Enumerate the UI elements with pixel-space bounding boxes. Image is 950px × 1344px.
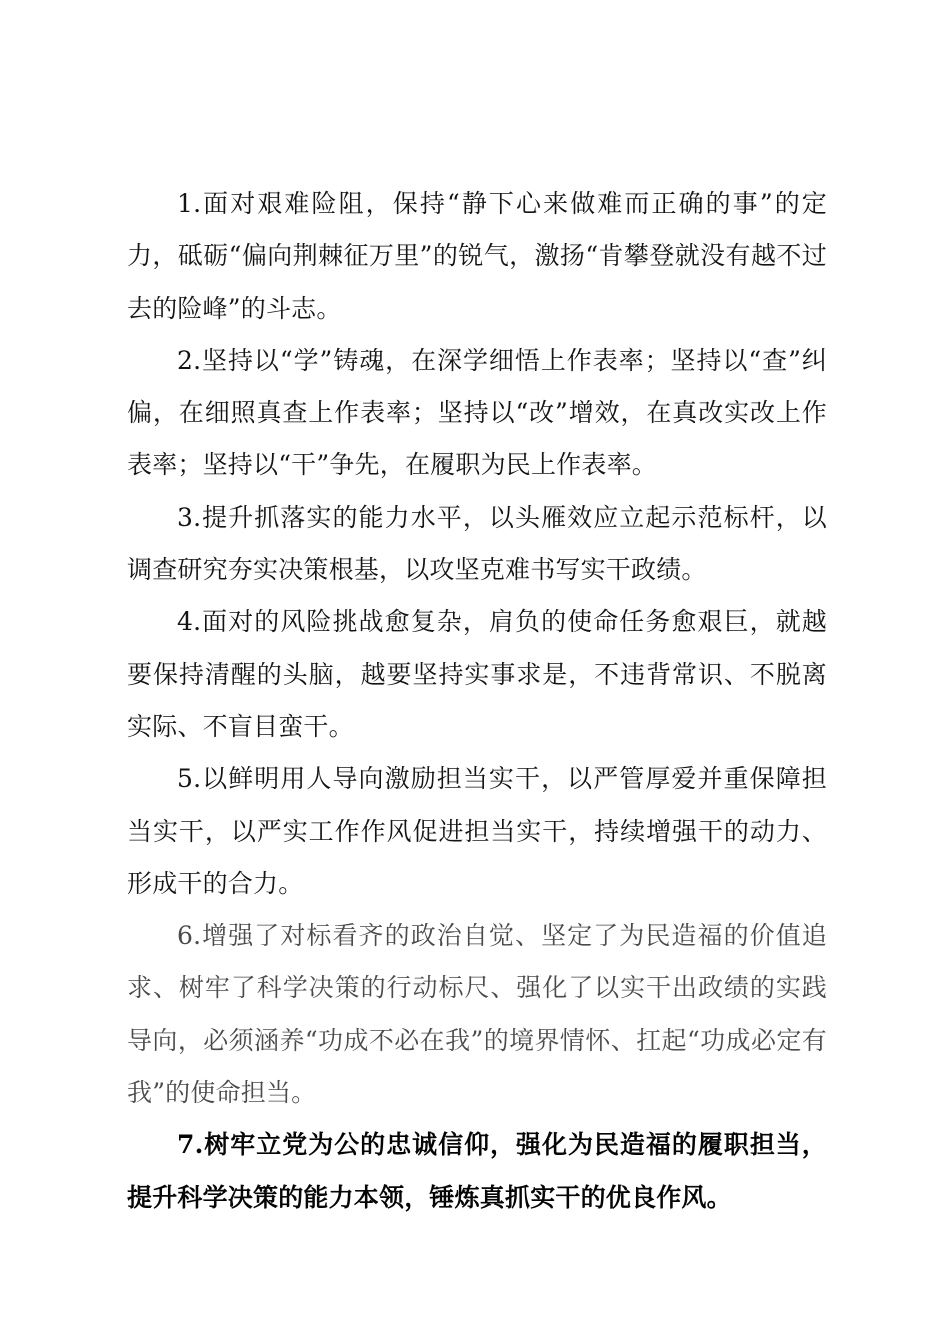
paragraph-5: 5.以鲜明用人导向激励担当实干，以严管厚爱并重保障担当实干，以严实工作作风促进担当实干，持续增强干的动力、形成干的合力。	[127, 764, 827, 898]
document-body	[127, 178, 827, 1224]
paragraph-6: 6.增强了对标看齐的政治自觉、坚定了为民造福的价值追求、树牢了科学决策的行动标尺、强化了以实干出政绩的实践导向，必须涵养“功成不必在我”的境界情怀、扛起“功成必定有我”的使命担当。	[127, 921, 827, 1108]
paragraph-4: 4.面对的风险挑战愈复杂，肩负的使命任务愈艰巨，就越要保持清醒的头脑，越要坚持实事求是，不违背常识、不脱离实际、不盲目蛮干。	[127, 607, 827, 741]
paragraph-2: 2.坚持以“学”铸魂，在深学细悟上作表率；坚持以“查”纠偏，在细照真查上作表率；坚持以“改”增效，在真改实改上作表率；坚持以“干”争先，在履职为民上作表率。	[127, 345, 827, 480]
paragraph-7: 7.树牢立党为公的忠诚信仰，强化为民造福的履职担当，提升科学决策的能力本领，锤炼真抓实干的优良作风。	[127, 1130, 827, 1212]
paragraph-1: 1.面对艰难险阻，保持“静下心来做难而正确的事”的定力，砥砺“偏向荆棘征万里”的锐气，激扬“肯攀登就没有越不过去的险峰”的斗志。	[127, 189, 827, 323]
paragraph-3: 3.提升抓落实的能力水平，以头雁效应立起示范标杆，以调查研究夯实决策根基，以攻坚克难书写实干政绩。	[127, 502, 827, 585]
